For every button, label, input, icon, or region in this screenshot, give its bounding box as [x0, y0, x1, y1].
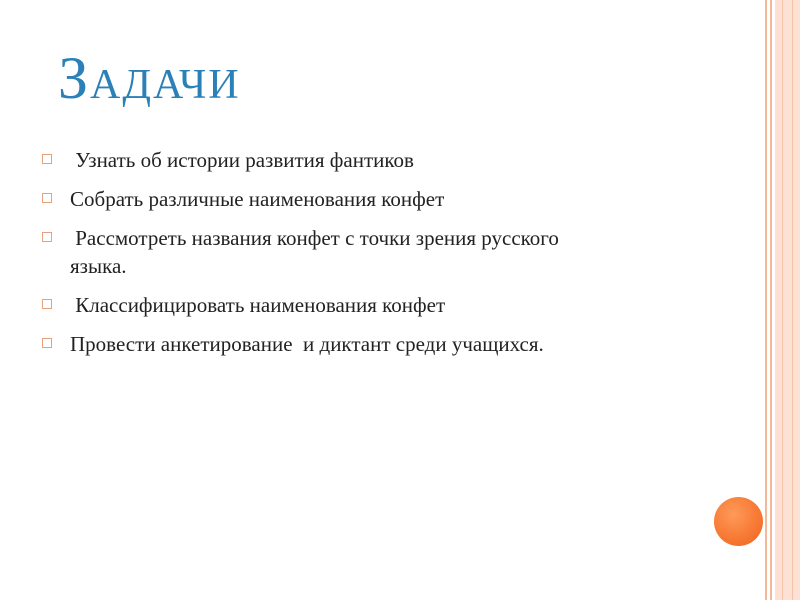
bullet-list: [42, 146, 742, 369]
square-bullet-icon: [42, 154, 52, 164]
decorative-band: [775, 0, 800, 600]
list-item: [42, 291, 742, 319]
list-item: [42, 330, 742, 358]
square-bullet-icon: [42, 338, 52, 348]
decorative-band: [792, 0, 793, 600]
list-item-text: Собрать различные наименования конфет: [70, 187, 445, 211]
list-item: [42, 224, 742, 280]
square-bullet-icon: [42, 232, 52, 242]
list-item-text: Провести анкетирование и диктант среди учащихся.: [70, 332, 544, 356]
decorative-band: [782, 0, 783, 600]
list-item: [42, 185, 742, 213]
orange-circle-icon: [714, 497, 763, 546]
square-bullet-icon: [42, 299, 52, 309]
slide-title: Задачи: [58, 45, 241, 111]
decorative-band: [770, 0, 772, 600]
square-bullet-icon: [42, 193, 52, 203]
list-item-text: Классифицировать наименования конфет: [70, 293, 446, 317]
list-item-text: Узнать об истории развития фантиков: [70, 148, 414, 172]
list-item: [42, 146, 742, 174]
decorative-band: [765, 0, 767, 600]
list-item-text: Рассмотреть названия конфет с точки зрения русского языка.: [70, 226, 565, 278]
